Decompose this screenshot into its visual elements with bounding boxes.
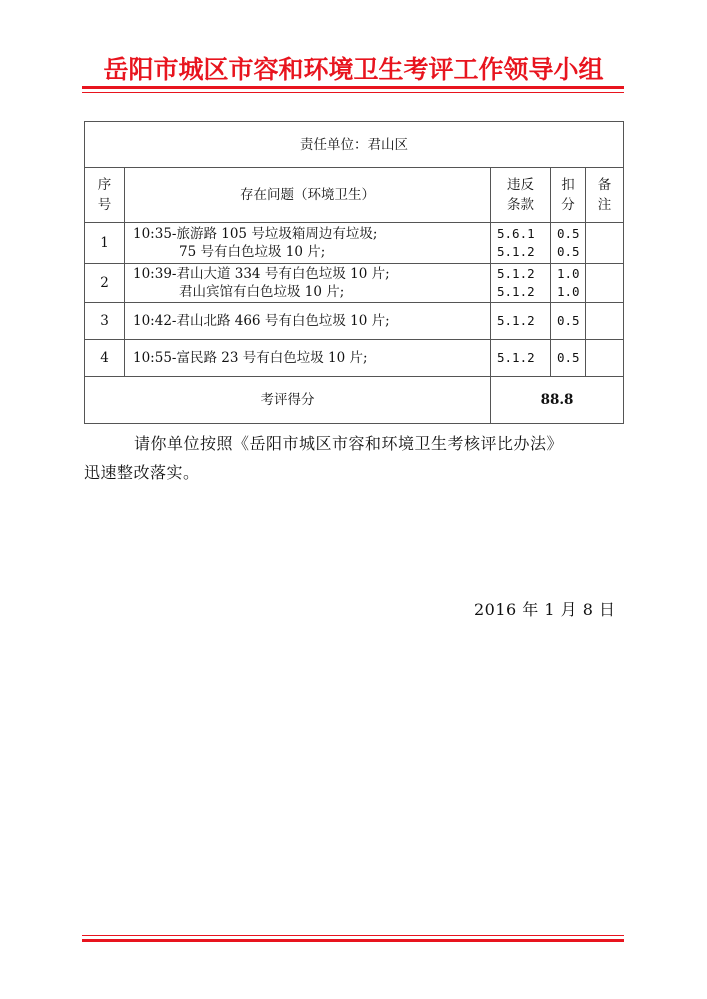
row-clause: 5.1.2 — [491, 340, 551, 377]
table-row — [85, 264, 624, 303]
table-row — [85, 340, 624, 377]
row-num: 1 — [85, 223, 125, 264]
report-table — [84, 121, 624, 424]
row-deduct: 0.5 — [551, 340, 586, 377]
header-num: 序 号 — [85, 168, 125, 223]
header-clause: 违反 条款 — [491, 168, 551, 223]
row-deduct: 0.5 0.5 — [551, 223, 586, 264]
notice-line-1: 请你单位按照《岳阳市城区市容和环境卫生考核评比办法》 — [134, 434, 564, 453]
row-note — [586, 340, 624, 377]
table-row — [85, 303, 624, 340]
row-issue: 10:55-富民路 23 号有白色垃圾 10 片; — [125, 340, 491, 377]
row-issue: 10:35-旅游路 105 号垃圾箱周边有垃圾; 75 号有白色垃圾 10 片; — [125, 223, 491, 264]
document-title: 岳阳市城区市容和环境卫生考评工作领导小组 — [103, 55, 604, 84]
row-num: 4 — [85, 340, 125, 377]
row-note — [586, 223, 624, 264]
issue-date: 2016 年 1 月 8 日 — [474, 600, 616, 619]
responsible-unit: 责任单位：君山区 — [85, 122, 624, 168]
row-note — [586, 303, 624, 340]
header-rule-thin — [82, 92, 624, 93]
table-row — [85, 223, 624, 264]
row-clause: 5.6.1 5.1.2 — [491, 223, 551, 264]
row-deduct: 0.5 — [551, 303, 586, 340]
row-num: 2 — [85, 264, 125, 303]
row-clause: 5.1.2 5.1.2 — [491, 264, 551, 303]
row-num: 3 — [85, 303, 125, 340]
row-note — [586, 264, 624, 303]
score-label: 考评得分 — [85, 377, 491, 424]
notice-line-2: 迅速整改落实。 — [84, 463, 200, 482]
header-note: 备 注 — [586, 168, 624, 223]
footer-rule-thick — [82, 939, 624, 942]
row-issue: 10:42-君山北路 466 号有白色垃圾 10 片; — [125, 303, 491, 340]
footer-rule-thin — [82, 935, 624, 936]
row-issue: 10:39-君山大道 334 号有白色垃圾 10 片; 君山宾馆有白色垃圾 10 片; — [125, 264, 491, 303]
notice-text — [84, 429, 624, 487]
row-deduct: 1.0 1.0 — [551, 264, 586, 303]
header-deduct: 扣 分 — [551, 168, 586, 223]
header-issue: 存在问题（环境卫生） — [125, 168, 491, 223]
header-rule-thick — [82, 86, 624, 89]
score-value: 88.8 — [491, 377, 624, 424]
row-clause: 5.1.2 — [491, 303, 551, 340]
